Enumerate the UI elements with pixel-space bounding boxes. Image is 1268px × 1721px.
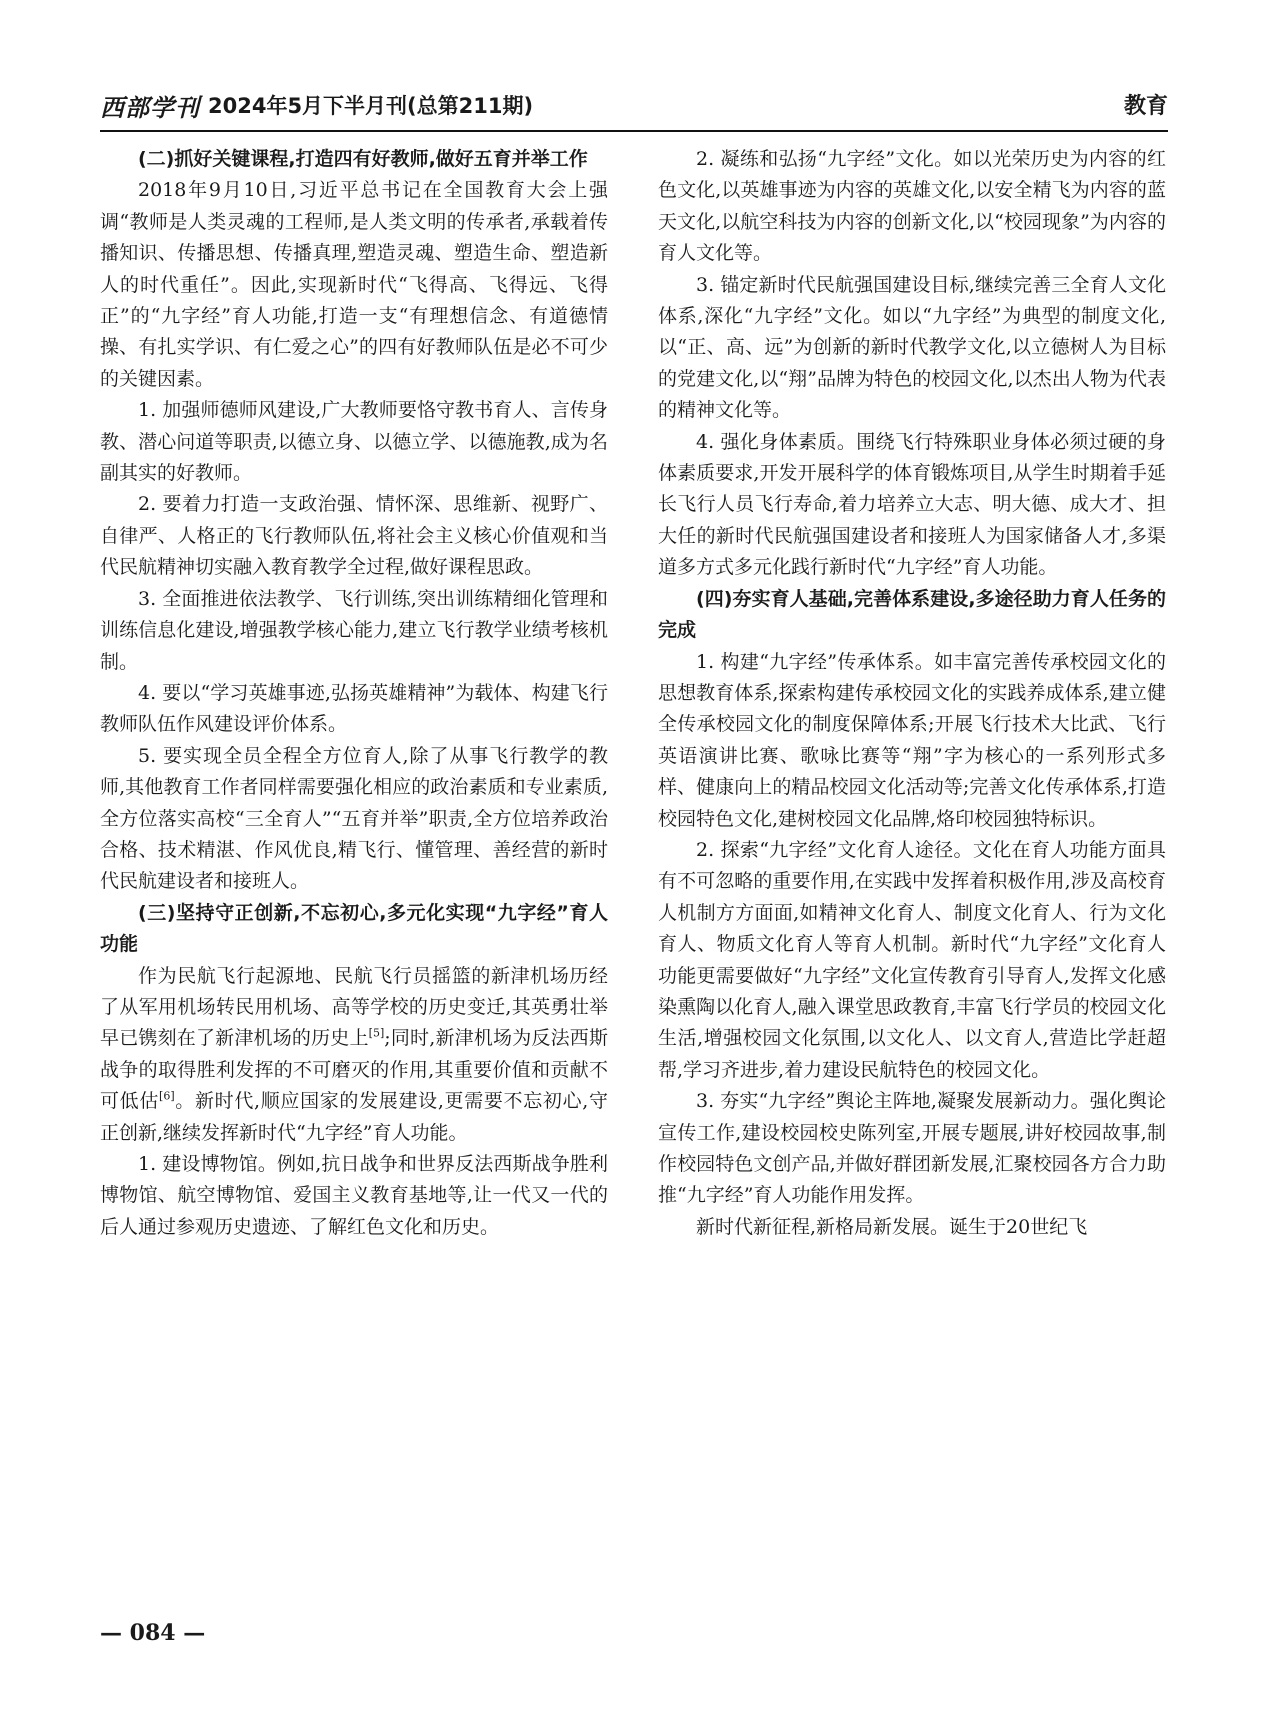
section-heading-3: (三)坚持守正创新,不忘初心,多元化实现“九字经”育人功能 xyxy=(100,901,608,956)
left-column xyxy=(100,144,608,1243)
paragraph-with-citations: 作为民航飞行起源地、民航飞行员摇篮的新津机场历经了从军用机场转民用机场、高等学校的历史变迁,其英勇壮举早已镌刻在了新津机场的历史上[5];同时,新津机场为反法西斯战争的取得胜利发挥的不可磨灭的作用,其重要价值和贡献不可低估[6]。新时代,顺应国家的发展建设,更需要不忘初心,守正创新,继续发挥新时代“九字经”育人功能。 xyxy=(100,964,608,1144)
paragraph: 2. 探索“九字经”文化育人途径。文化在育人功能方面具有不可忽略的重要作用,在实践中发挥着积极作用,涉及高校育人机制方方面面,如精神文化育人、制度文化育人、行为文化育人、物质文化育人等育人机制。新时代“九字经”文化育人功能更需要做好“九字经”文化宣传教育引导育人,发挥文化感染熏陶以化育人,融入课堂思政教育,丰富飞行学员的校园文化生活,增强校园文化氛围,以文化人、以文育人,营造比学赶超帮,学习齐进步,着力建设民航特色的校园文化。 xyxy=(658,838,1166,1081)
paragraph: 1. 建设博物馆。例如,抗日战争和世界反法西斯战争胜利博物馆、航空博物馆、爱国主义教育基地等,让一代又一代的后人通过参观历史遗迹、了解红色文化和历史。 xyxy=(100,1153,608,1238)
paragraph: 1. 构建“九字经”传承体系。如丰富完善传承校园文化的思想教育体系,探索构建传承校园文化的实践养成体系,建立健全传承校园文化的制度保障体系;开展飞行技术大比武、飞行英语演讲比赛、歌咏比赛等“翔”字为核心的一系列形式多样、健康向上的精品校园文化活动等;完善文化传承体系,打造校园特色文化,建树校园文化品牌,烙印校园独特标识。 xyxy=(658,650,1166,830)
paragraph: 1. 加强师德师风建设,广大教师要恪守教书育人、言传身教、潜心问道等职责,以德立身、以德立学、以德施教,成为名副其实的好教师。 xyxy=(100,399,608,485)
paragraph: 3. 夯实“九字经”舆论主阵地,凝聚发展新动力。强化舆论宣传工作,建设校园校史陈列室,开展专题展,讲好校园故事,制作校园特色文创产品,并做好群团新发展,汇聚校园各方合力助推“九字经”育人功能作用发挥。 xyxy=(658,1090,1166,1207)
section-heading-4: (四)夯实育人基础,完善体系建设,多途径助力育人任务的完成 xyxy=(658,587,1166,642)
paragraph: 4. 要以“学习英雄事迹,弘扬英雄精神”为载体、构建飞行教师队伍作风建设评价体系。 xyxy=(100,681,608,736)
paragraph: 新时代新征程,新格局新发展。诞生于20世纪飞 xyxy=(696,1215,1088,1238)
section-label: 教育 xyxy=(1123,94,1168,119)
citation-6: [6] xyxy=(159,1089,175,1103)
issue-info: 2024年5月下半月刊(总第211期) xyxy=(208,94,534,118)
paragraph: 3. 全面推进依法教学、飞行训练,突出训练精细化管理和训练信息化建设,增强教学核心能力,建立飞行教学业绩考核机制。 xyxy=(100,587,608,673)
section-heading-2: (二)抓好关键课程,打造四有好教师,做好五育并举工作 xyxy=(138,148,588,170)
paragraph: 2. 要着力打造一支政治强、情怀深、思维新、视野广、自律严、人格正的飞行教师队伍,将社会主义核心价值观和当代民航精神切实融入教育教学全过程,做好课程思政。 xyxy=(100,493,608,579)
paragraph: 2. 凝练和弘扬“九字经”文化。如以光荣历史为内容的红色文化,以英雄事迹为内容的英雄文化,以安全精飞为内容的蓝天文化,以航空科技为内容的创新文化,以“校园现象”为内容的育人文化等。 xyxy=(658,148,1166,265)
right-column xyxy=(658,144,1166,1243)
journal-logo: 西部学刊 xyxy=(100,93,200,122)
paragraph: 2018年9月10日,习近平总书记在全国教育大会上强调“教师是人类灵魂的工程师,是人类文明的传承者,承载着传播知识、传播思想、传播真理,塑造灵魂、塑造生命、塑造新人的时代重任”。因此,实现新时代“飞得高、飞得远、飞得正”的“九字经”育人功能,打造一支“有理想信念、有道德情操、有扎实学识、有仁爱之心”的四有好教师队伍是必不可少的关键因素。 xyxy=(100,179,608,390)
page-number: — 084 — xyxy=(100,1620,206,1646)
paragraph: 3. 锚定新时代民航强国建设目标,继续完善三全育人文化体系,深化“九字经”文化。如以“九字经”为典型的制度文化,以“正、高、远”为创新的新时代教学文化,以立德树人为目标的党建文化,以“翔”品牌为特色的校园文化,以杰出人物为代表的精神文化等。 xyxy=(658,273,1166,422)
citation-5: [5] xyxy=(368,1027,385,1041)
paragraph: 5. 要实现全员全程全方位育人,除了从事飞行教学的教师,其他教育工作者同样需要强化相应的政治素质和专业素质,全方位落实高校“三全育人”“五育并举”职责,全方位培养政治合格、技术精湛、作风优良,精飞行、懂管理、善经营的新时代民航建设者和接班人。 xyxy=(100,744,608,893)
page-header xyxy=(100,86,1168,132)
paragraph: 4. 强化身体素质。围绕飞行特殊职业身体必须过硬的身体素质要求,开发开展科学的体育锻炼项目,从学生时期着手延长飞行人员飞行寿命,着力培养立大志、明大德、成大才、担大任的新时代民航强国建设者和接班人为国家储备人才,多渠道多方式多元化践行新时代“九字经”育人功能。 xyxy=(658,430,1166,579)
